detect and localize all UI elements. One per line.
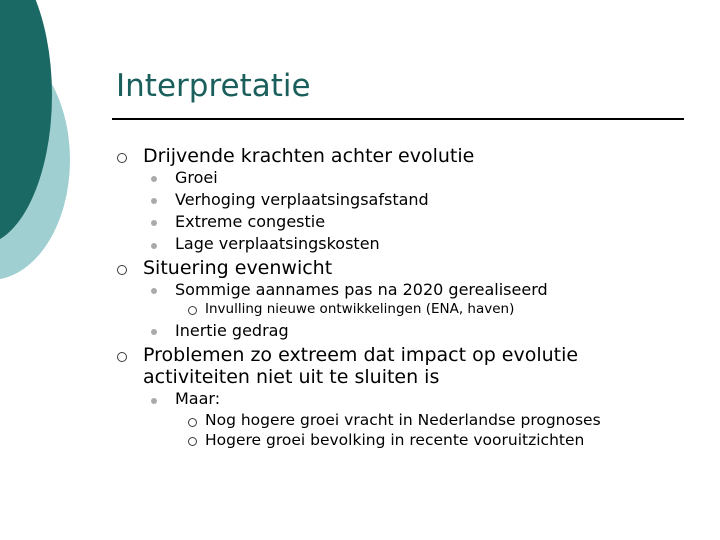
bullet-1-1-text: Groei bbox=[175, 168, 218, 187]
bullet-3-1-1-text: Nog hogere groei vracht in Nederlandse prognoses bbox=[205, 411, 601, 429]
bullet-3-1-2-text: Hogere groei bevolking in recente vooruitzichten bbox=[205, 431, 585, 449]
slide-title: Interpretatie bbox=[116, 68, 311, 104]
bullet-1-3-text: Extreme congestie bbox=[175, 212, 326, 231]
dot-bullet-icon bbox=[151, 220, 157, 226]
decorative-circles bbox=[0, 0, 120, 300]
hollow-bullet-icon bbox=[117, 352, 127, 362]
hollow-bullet-icon bbox=[117, 153, 127, 163]
dot-bullet-icon bbox=[151, 198, 157, 204]
bullet-1-2-text: Verhoging verplaatsingsafstand bbox=[175, 190, 429, 209]
bullet-1-4-text: Lage verplaatsingskosten bbox=[175, 234, 380, 253]
hollow-bullet-icon bbox=[188, 306, 197, 315]
bullet-3-text-line1: Problemen zo extreem dat impact op evolutie bbox=[143, 344, 579, 366]
hollow-bullet-icon bbox=[188, 418, 197, 427]
bullet-2-1-text: Sommige aannames pas na 2020 gerealiseerd bbox=[175, 280, 548, 299]
dot-bullet-icon bbox=[151, 288, 157, 294]
bullet-3-1-text: Maar: bbox=[175, 389, 221, 408]
hollow-bullet-icon bbox=[188, 437, 197, 446]
dot-bullet-icon bbox=[151, 243, 157, 249]
bullet-3-text-line2: activiteiten niet uit te sluiten is bbox=[143, 366, 440, 388]
title-divider bbox=[112, 118, 684, 120]
dot-bullet-icon bbox=[151, 329, 157, 335]
hollow-bullet-icon bbox=[117, 265, 127, 275]
bullet-2-1-1-text: Invulling nieuwe ontwikkelingen (ENA, haven) bbox=[205, 301, 515, 317]
bullet-2-2-text: Inertie gedrag bbox=[175, 321, 289, 340]
bullet-2-text: Situering evenwicht bbox=[143, 257, 333, 279]
dot-bullet-icon bbox=[151, 398, 157, 404]
dot-bullet-icon bbox=[151, 176, 157, 182]
bullet-1-text: Drijvende krachten achter evolutie bbox=[143, 145, 475, 167]
